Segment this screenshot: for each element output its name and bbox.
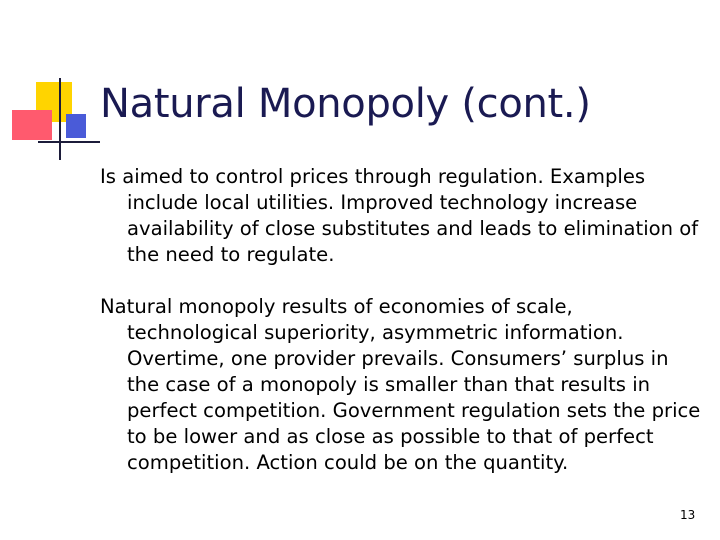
slide-body [100, 164, 705, 476]
slide-title: Natural Monopoly (cont.) [100, 81, 591, 127]
body-paragraph-2: Natural monopoly results of economies of scale, technological superiority, asymmetric information. Overtime, one provider prevails. Consumers’ surplus in the case of a monopoly is smaller than that results in perfect competition. Government regulation sets the price to be lower and as close as possible to that of perfect competition. Action could be on the quantity. [100, 295, 701, 474]
deco-blue-square [66, 114, 86, 138]
title-decoration [0, 0, 110, 170]
body-paragraph-1: Is aimed to control prices through regulation. Examples include local utilities. Improved technology increase availability of close substitutes and leads to elimination of the need to regulate. [100, 165, 699, 266]
deco-red-square [12, 110, 52, 140]
slide-number: 13 [680, 508, 696, 522]
